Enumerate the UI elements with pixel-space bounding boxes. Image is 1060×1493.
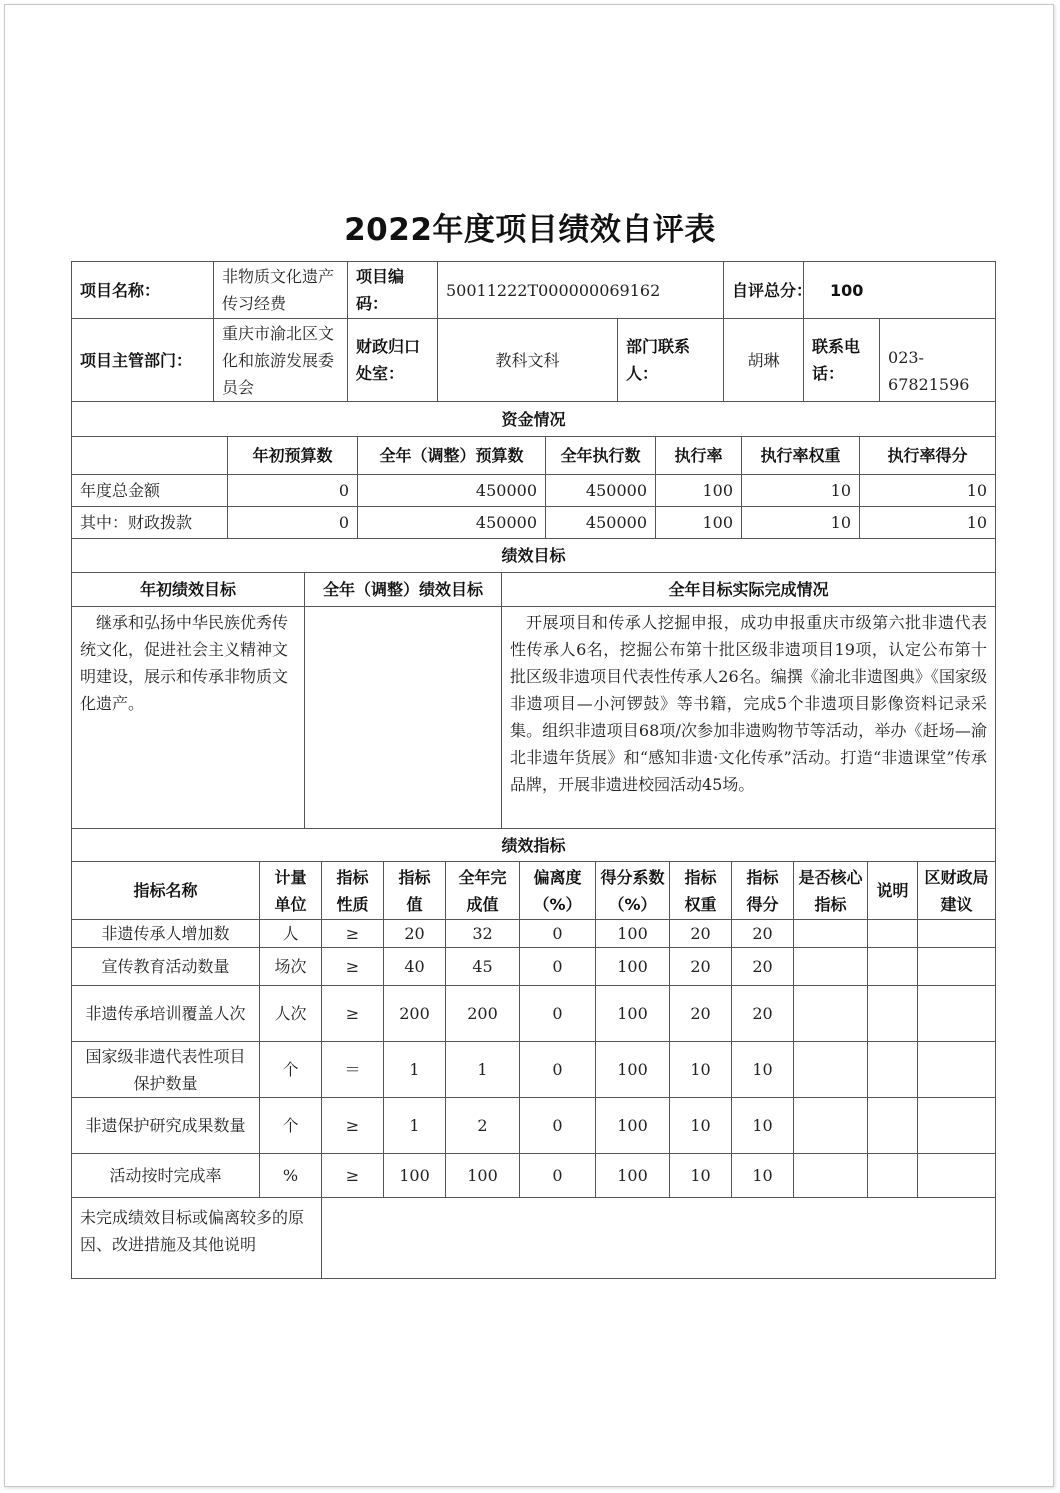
funds-row-label: 其中：财政拨款 [72, 507, 228, 539]
goals-table [71, 538, 996, 829]
indicator-cell: 10 [670, 1042, 732, 1098]
indicator-cell: 0 [520, 1098, 596, 1154]
indicator-cell: 0 [520, 1042, 596, 1098]
indicator-cell: 20 [384, 920, 446, 948]
indicator-cell [918, 948, 996, 986]
funds-cell: 0 [228, 475, 358, 507]
indicator-cell [918, 920, 996, 948]
goals-header-cell: 年初绩效目标 [72, 573, 305, 607]
indicator-header-cell: 指标值 [384, 862, 446, 920]
indicator-cell: 200 [384, 986, 446, 1042]
indicator-cell [918, 1154, 996, 1198]
indicator-header-cell: 指标性质 [322, 862, 384, 920]
indicator-cell: 100 [596, 1098, 670, 1154]
indicator-cell: 1 [446, 1042, 520, 1098]
finance-value: 教科文科 [438, 319, 618, 402]
indicator-name: 国家级非遗代表性项目保护数量 [72, 1042, 260, 1098]
indicator-cell: 10 [732, 1042, 794, 1098]
indicator-cell: 20 [670, 920, 732, 948]
indicator-cell: 10 [670, 1154, 732, 1198]
indicator-header-cell: 得分系数（%） [596, 862, 670, 920]
table-row [72, 1042, 996, 1098]
indicator-cell [868, 1098, 918, 1154]
indicator-header-cell: 区财政局建议 [918, 862, 996, 920]
indicator-name: 非遗传承人增加数 [72, 920, 260, 948]
indicator-name: 非遗保护研究成果数量 [72, 1098, 260, 1154]
finance-label: 财政归口处室： [348, 319, 438, 402]
indicator-cell [794, 986, 868, 1042]
table-row [72, 1098, 996, 1154]
indicator-cell: 个 [260, 1098, 322, 1154]
project-code-value: 50011222T000000069162 [438, 262, 724, 319]
indicator-cell [918, 986, 996, 1042]
table-row [72, 920, 996, 948]
indicator-cell [794, 920, 868, 948]
adjusted-goal-text [305, 607, 502, 829]
indicator-header-cell: 是否核心指标 [794, 862, 868, 920]
indicator-cell: 场次 [260, 948, 322, 986]
funds-cell: 100 [656, 507, 742, 539]
funds-cell: 10 [742, 507, 860, 539]
goals-header-cell: 全年（调整）绩效目标 [305, 573, 502, 607]
indicator-cell: 20 [732, 986, 794, 1042]
notes-value [322, 1198, 996, 1279]
indicator-cell: 20 [670, 948, 732, 986]
funds-cell: 450000 [546, 507, 656, 539]
funds-header-cell: 全年执行数 [546, 437, 656, 475]
dept-label: 项目主管部门： [72, 319, 214, 402]
project-name-value: 非物质文化遗产传习经费 [214, 262, 348, 319]
indicator-cell: 0 [520, 920, 596, 948]
funds-header-cell: 年初预算数 [228, 437, 358, 475]
indicator-name: 非遗传承培训覆盖人次 [72, 986, 260, 1042]
funds-header-cell: 执行率得分 [860, 437, 996, 475]
indicator-cell: 0 [520, 986, 596, 1042]
actual-completion-text: 开展项目和传承人挖掘申报，成功申报重庆市级第六批非遗代表性传承人6名，挖掘公布第十批区级非遗项目19项，认定公布第十批区级非遗项目代表性传承人26名。编撰《渝北非遗图典》《国家级非遗项目—小河锣鼓》等书籍，完成5个非遗项目影像资料记录采集。组织非遗项目68项/次参加非遗购物节等活动，举办《赶场—渝北非遗年货展》和“感知非遗·文化传承”活动。打造“非遗课堂”传承品牌，开展非遗进校园活动45场。 [502, 607, 996, 829]
indicator-cell [868, 948, 918, 986]
indicator-cell: 100 [384, 1154, 446, 1198]
indicator-cell: 40 [384, 948, 446, 986]
indicator-cell: 200 [446, 986, 520, 1042]
indicator-cell: 人次 [260, 986, 322, 1042]
contact-value: 胡琳 [724, 319, 804, 402]
indicator-header-cell: 说明 [868, 862, 918, 920]
table-row [72, 986, 996, 1042]
indicator-cell: 1 [384, 1042, 446, 1098]
table-row [72, 1154, 996, 1198]
indicator-cell [918, 1098, 996, 1154]
indicator-cell: 10 [670, 1098, 732, 1154]
table-row [72, 507, 996, 539]
funds-table [71, 401, 996, 539]
indicator-cell: ＝ [322, 1042, 384, 1098]
indicator-cell: 100 [596, 1154, 670, 1198]
indicator-name: 宣传教育活动数量 [72, 948, 260, 986]
indicator-cell: ≥ [322, 948, 384, 986]
project-name-label: 项目名称： [72, 262, 214, 319]
funds-cell: 10 [742, 475, 860, 507]
page-title: 2022年度项目绩效自评表 [344, 212, 716, 248]
indicators-section-title: 绩效指标 [72, 829, 996, 862]
funds-section-title: 资金情况 [72, 402, 996, 437]
indicator-cell: 20 [732, 948, 794, 986]
indicator-cell: 1 [384, 1098, 446, 1154]
score-label: 自评总分： [724, 262, 804, 319]
indicator-cell: 100 [596, 986, 670, 1042]
notes-table [71, 1197, 996, 1279]
goals-section-title: 绩效目标 [72, 539, 996, 573]
indicator-header-cell: 全年完成值 [446, 862, 520, 920]
indicator-cell: 人 [260, 920, 322, 948]
indicator-header-cell: 偏离度（%） [520, 862, 596, 920]
project-info-table [71, 261, 996, 402]
indicator-cell [868, 1154, 918, 1198]
funds-cell: 450000 [358, 475, 546, 507]
indicator-cell: 20 [732, 920, 794, 948]
funds-cell: 10 [860, 475, 996, 507]
indicator-cell: 2 [446, 1098, 520, 1154]
indicator-cell: 32 [446, 920, 520, 948]
funds-header-cell [72, 437, 228, 475]
indicator-cell [868, 920, 918, 948]
indicator-cell [794, 1154, 868, 1198]
indicator-cell [868, 986, 918, 1042]
indicator-name: 活动按时完成率 [72, 1154, 260, 1198]
project-code-label: 项目编码： [348, 262, 438, 319]
score-value: 100 [804, 262, 996, 319]
contact-label: 部门联系人： [618, 319, 724, 402]
funds-header-cell: 全年（调整）预算数 [358, 437, 546, 475]
indicator-cell [868, 1042, 918, 1098]
indicator-cell [918, 1042, 996, 1098]
indicator-cell: 100 [596, 1042, 670, 1098]
funds-cell: 10 [860, 507, 996, 539]
indicator-cell: 100 [446, 1154, 520, 1198]
indicators-table [71, 828, 996, 1198]
indicator-cell: % [260, 1154, 322, 1198]
indicator-cell [794, 948, 868, 986]
indicator-header-cell: 指标权重 [670, 862, 732, 920]
indicator-cell: 0 [520, 948, 596, 986]
indicator-cell: 10 [732, 1098, 794, 1154]
table-row [72, 948, 996, 986]
phone-value: 023-67821596 [880, 319, 996, 402]
notes-label: 未完成绩效目标或偏离较多的原因、改进措施及其他说明 [72, 1198, 322, 1279]
indicator-cell: 0 [520, 1154, 596, 1198]
indicator-cell: 10 [732, 1154, 794, 1198]
indicator-cell: 100 [596, 920, 670, 948]
indicator-cell: ≥ [322, 1098, 384, 1154]
funds-cell: 0 [228, 507, 358, 539]
funds-cell: 450000 [358, 507, 546, 539]
indicator-cell: ≥ [322, 1154, 384, 1198]
indicator-cell: 100 [596, 948, 670, 986]
initial-goal-text: 继承和弘扬中华民族优秀传统文化，促进社会主义精神文明建设，展示和传承非物质文化遗产。 [72, 607, 305, 829]
indicator-cell: ≥ [322, 920, 384, 948]
funds-header-cell: 执行率权重 [742, 437, 860, 475]
indicator-cell [794, 1098, 868, 1154]
indicator-header-cell: 计量单位 [260, 862, 322, 920]
table-row [72, 475, 996, 507]
indicator-header-cell: 指标名称 [72, 862, 260, 920]
indicator-cell: 45 [446, 948, 520, 986]
indicator-cell: 个 [260, 1042, 322, 1098]
funds-cell: 450000 [546, 475, 656, 507]
funds-cell: 100 [656, 475, 742, 507]
indicator-cell: 20 [670, 986, 732, 1042]
phone-label: 联系电话： [804, 319, 880, 402]
indicator-header-cell: 指标得分 [732, 862, 794, 920]
goals-header-cell: 全年目标实际完成情况 [502, 573, 996, 607]
dept-value: 重庆市渝北区文化和旅游发展委员会 [214, 319, 348, 402]
indicator-cell [794, 1042, 868, 1098]
funds-header-cell: 执行率 [656, 437, 742, 475]
funds-row-label: 年度总金额 [72, 475, 228, 507]
indicator-cell: ≥ [322, 986, 384, 1042]
